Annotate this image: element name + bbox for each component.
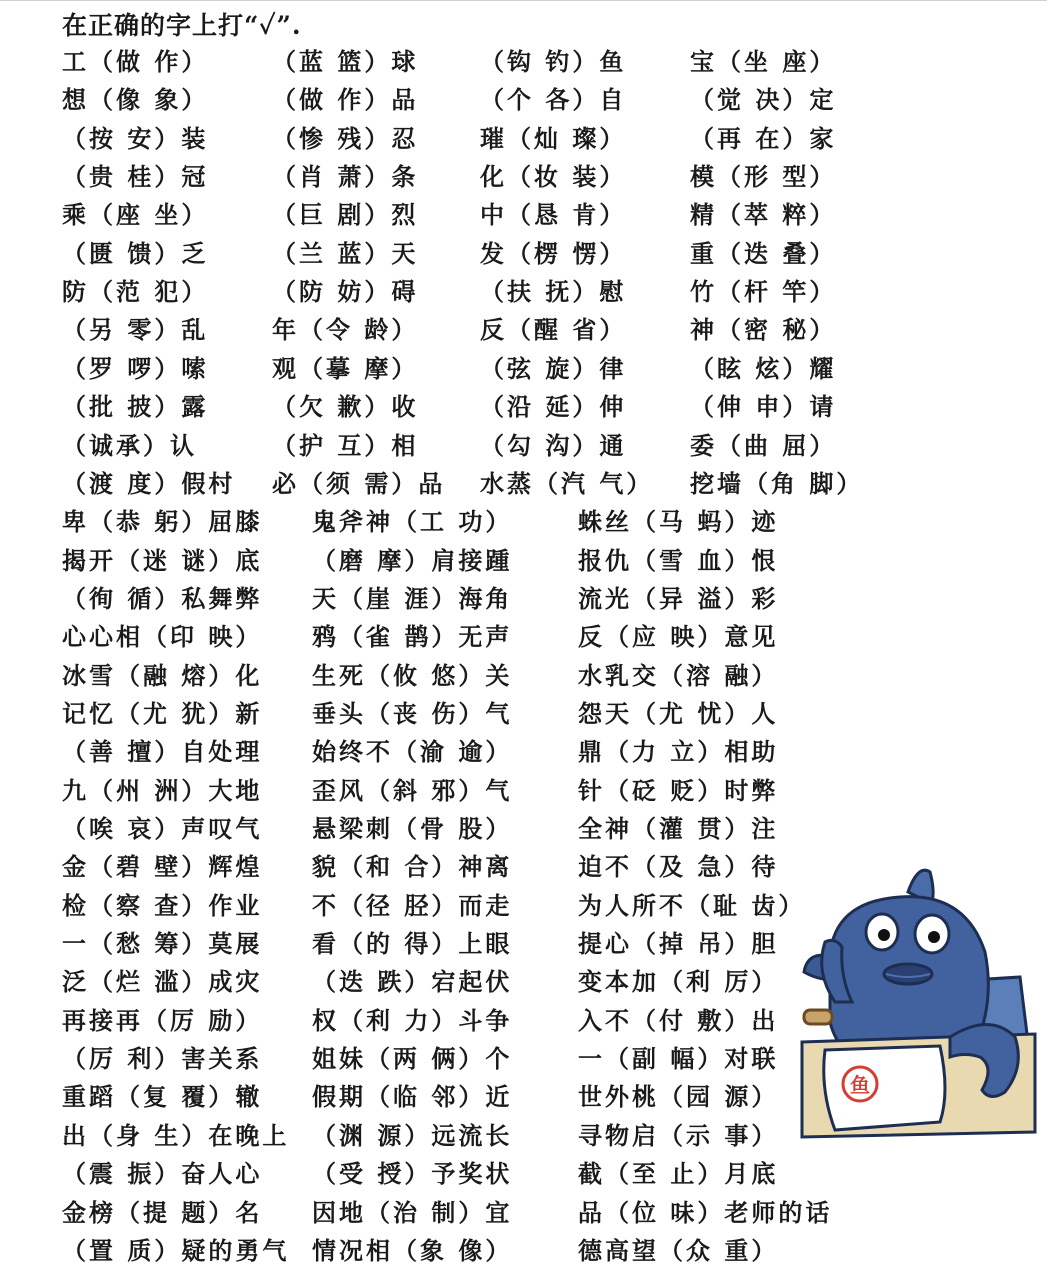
- exercise-item: 反（醒 省）: [480, 315, 627, 345]
- exercise-item: 一（副 幅）对联: [578, 1044, 779, 1074]
- exercise-item: 悬梁刺（骨 股）: [312, 814, 513, 843]
- exercise-item: 九（州 洲）大地: [62, 775, 263, 805]
- exercise-item: （贵 桂）冠: [62, 162, 209, 192]
- exercise-item: （防 妨）碍: [272, 277, 419, 307]
- exercise-item: （巨 剧）烈: [272, 200, 419, 230]
- exercise-item: 模（形 型）: [690, 162, 837, 192]
- exercise-item: （肖 萧）条: [272, 162, 419, 192]
- exercise-item: 入不（付 敷）出: [578, 1005, 779, 1035]
- exercise-item: 假期（临 邻）近: [312, 1082, 513, 1112]
- exercise-item: 天（崖 涯）海角: [312, 583, 513, 613]
- exercise-item: 权（利 力）斗争: [312, 1005, 513, 1035]
- exercise-item: 璀（灿 璨）: [480, 123, 627, 153]
- exercise-item: 观（摹 摩）: [272, 353, 419, 383]
- exercise-item: （眩 炫）耀: [690, 353, 837, 383]
- exercise-item: （按 安）装: [62, 123, 209, 153]
- exercise-item: （蓝 篮）球: [272, 47, 419, 76]
- exercise-item: 记忆（尤 犹）新: [62, 698, 263, 728]
- exercise-item: 姐妹（两 俩）个: [312, 1044, 513, 1074]
- exercise-item: （弦 旋）律: [480, 353, 627, 383]
- stamp-handle: [804, 1010, 832, 1024]
- exercise-row: [0, 44, 1047, 80]
- exercise-item: 流光（异 溢）彩: [578, 583, 779, 613]
- exercise-item: 再接再（厉 励）: [62, 1005, 263, 1035]
- exercise-row: [0, 274, 1047, 310]
- exercise-item: 中（恳 肯）: [480, 200, 627, 230]
- exercise-item: 迫不（及 急）待: [578, 852, 779, 882]
- exercise-item: （勾 沟）通: [480, 430, 627, 460]
- exercise-item: 怨天（尤 忧）人: [578, 698, 779, 728]
- exercise-item: 因地（治 制）宜: [312, 1197, 513, 1227]
- exercise-item: 精（萃 粹）: [690, 200, 837, 230]
- exercise-item: 看（的 得）上眼: [312, 929, 513, 959]
- exercise-row: [0, 658, 1047, 694]
- exercise-row: [0, 581, 1047, 617]
- exercise-item: 垂头（丧 伤）气: [312, 698, 513, 728]
- exercise-item: 竹（杆 竿）: [690, 277, 837, 307]
- exercise-item: （批 披）露: [62, 392, 209, 422]
- exercise-row: [0, 82, 1047, 118]
- exercise-item: （觉 决）定: [690, 85, 837, 115]
- exercise-row: [0, 504, 1047, 540]
- exercise-item: （做 作）品: [272, 85, 419, 115]
- blue-fish-mascot-icon: [790, 862, 1040, 1152]
- exercise-item: （唉 哀）声叹气: [62, 814, 263, 843]
- exercise-item: 蛛丝（马 蚂）迹: [578, 507, 779, 537]
- exercise-item: 年（令 龄）: [272, 315, 419, 345]
- exercise-item: 必（须 需）品: [272, 468, 446, 498]
- exercise-item: 冰雪（融 熔）化: [62, 660, 263, 690]
- exercise-item: （另 零）乱: [62, 315, 209, 345]
- exercise-item: （震 振）奋人心: [62, 1159, 263, 1189]
- exercise-row: [0, 543, 1047, 579]
- exercise-item: 重蹈（复 覆）辙: [62, 1082, 263, 1112]
- exercise-item: 鼎（力 立）相助: [578, 737, 779, 767]
- exercise-item: 卑（恭 躬）屈膝: [62, 507, 263, 537]
- exercise-item: 鬼斧神（工 功）: [312, 507, 513, 537]
- exercise-item: （诚承）认: [62, 430, 197, 460]
- exercise-item: 揭开（迷 谜）底: [62, 545, 263, 575]
- exercise-item: 金（碧 壁）辉煌: [62, 852, 263, 882]
- exercise-item: 一（愁 筹）莫展: [62, 929, 263, 959]
- exercise-item: （渡 度）假村: [62, 468, 236, 498]
- exercise-item: 想（像 象）: [62, 85, 209, 115]
- exercise-item: 鸦（雀 鹊）无声: [312, 622, 513, 652]
- exercise-item: （欠 歉）收: [272, 392, 419, 422]
- exercise-item: 检（察 查）作业: [62, 890, 263, 920]
- exercise-item: 神（密 秘）: [690, 315, 837, 345]
- exercise-row: [0, 734, 1047, 770]
- exercise-row: [0, 197, 1047, 233]
- exercise-item: 心心相（印 映）: [62, 622, 263, 652]
- exercise-row: [0, 428, 1047, 464]
- exercise-item: （置 质）疑的勇气: [62, 1235, 290, 1265]
- exercise-item: 生死（攸 悠）关: [312, 660, 513, 690]
- exercise-item: 工（做 作）: [62, 47, 209, 76]
- exercise-item: 挖墙（角 脚）: [690, 468, 864, 498]
- exercise-item: （伸 申）请: [690, 392, 837, 422]
- exercise-item: 发（楞 愣）: [480, 238, 627, 268]
- exercise-item: （徇 循）私舞弊: [62, 583, 263, 613]
- exercise-row: [0, 1156, 1047, 1192]
- exercise-item: 防（范 犯）: [62, 277, 209, 307]
- exercise-item: （善 擅）自处理: [62, 737, 263, 767]
- exercise-item: （护 互）相: [272, 430, 419, 460]
- exercise-item: 情况相（象 像）: [312, 1235, 513, 1265]
- exercise-item: 反（应 映）意见: [578, 622, 779, 652]
- exercise-item: （匮 馈）乏: [62, 238, 209, 268]
- exercise-instruction: 在正确的字上打“✓”.: [62, 11, 302, 40]
- exercise-item: 截（至 止）月底: [578, 1159, 779, 1189]
- exercise-item: 全神（灌 贯）注: [578, 814, 779, 843]
- exercise-item: （沿 延）伸: [480, 392, 627, 422]
- exercise-item: （磨 摩）肩接踵: [312, 545, 513, 575]
- mascot-lips: [884, 964, 932, 984]
- exercise-item: 针（砭 贬）时弊: [578, 775, 779, 805]
- exercise-item: 世外桃（园 源）: [578, 1082, 779, 1112]
- exercise-row: [0, 351, 1047, 387]
- exercise-row: [0, 773, 1047, 809]
- exercise-item: 寻物启（示 事）: [578, 1120, 779, 1150]
- exercise-item: （兰 蓝）天: [272, 238, 419, 268]
- exercise-item: 出（身 生）在晚上: [62, 1120, 290, 1150]
- exercise-row: [0, 619, 1047, 655]
- exercise-row: [0, 466, 1047, 502]
- exercise-item: （迭 跌）宕起伏: [312, 967, 513, 997]
- exercise-row: [0, 312, 1047, 348]
- exercise-item: 变本加（利 厉）: [578, 967, 779, 997]
- exercise-row: [0, 1233, 1047, 1269]
- exercise-item: 化（妆 装）: [480, 162, 627, 192]
- exercise-item: （厉 利）害关系: [62, 1044, 263, 1074]
- stamp-label: 鱼: [850, 1073, 870, 1097]
- exercise-row: [0, 236, 1047, 272]
- exercise-item: （再 在）家: [690, 123, 837, 153]
- exercise-item: 品（位 味）老师的话: [578, 1197, 833, 1227]
- top-border-line: [0, 0, 1047, 1]
- exercise-row: [0, 159, 1047, 195]
- exercise-item: 为人所不（耻 齿）: [578, 890, 806, 920]
- exercise-item: （钩 钓）鱼: [480, 47, 627, 76]
- exercise-item: 金榜（提 题）名: [62, 1197, 263, 1227]
- exercise-item: （受 授）予奖状: [312, 1159, 513, 1189]
- exercise-item: 重（迭 叠）: [690, 238, 837, 268]
- exercise-item: 不（径 胫）而走: [312, 890, 513, 920]
- exercise-row: [0, 389, 1047, 425]
- exercise-row: [0, 811, 1047, 847]
- exercise-item: 水乳交（溶 融）: [578, 660, 779, 690]
- exercise-item: 泛（烂 滥）成灾: [62, 967, 263, 997]
- exercise-item: （个 各）自: [480, 85, 627, 115]
- exercise-item: 报仇（雪 血）恨: [578, 545, 779, 575]
- exercise-item: 提心（掉 吊）胆: [578, 929, 779, 959]
- exercise-item: 宝（坐 座）: [690, 47, 837, 76]
- exercise-item: 委（曲 屈）: [690, 430, 837, 460]
- exercise-item: （惨 残）忍: [272, 123, 419, 153]
- exercise-row: [0, 1195, 1047, 1231]
- exercise-item: 德高望（众 重）: [578, 1235, 779, 1265]
- exercise-item: 歪风（斜 邪）气: [312, 775, 513, 805]
- exercise-row: [0, 121, 1047, 157]
- exercise-item: （渊 源）远流长: [312, 1120, 513, 1150]
- exercise-item: 貌（和 合）神离: [312, 852, 513, 882]
- exercise-item: 始终不（渝 逾）: [312, 737, 513, 767]
- exercise-item: （罗 啰）嗦: [62, 353, 209, 383]
- exercise-item: 水蒸（汽 气）: [480, 468, 654, 498]
- exercise-item: 乘（座 坐）: [62, 200, 209, 230]
- exercise-row: [0, 696, 1047, 732]
- paper-sheet: [824, 1046, 945, 1130]
- exercise-item: （扶 抚）慰: [480, 277, 627, 307]
